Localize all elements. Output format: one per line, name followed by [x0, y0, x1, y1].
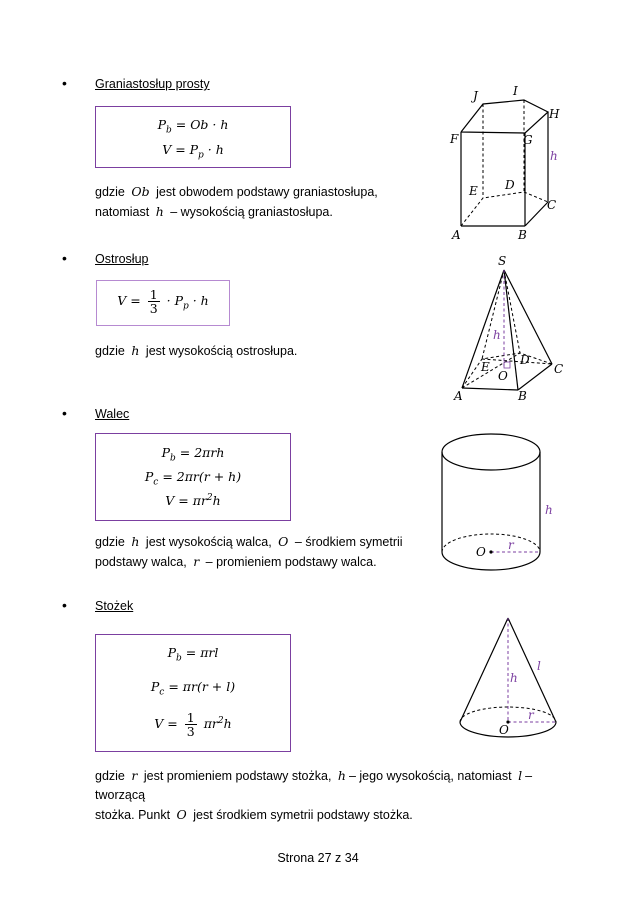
- fraction: $\frac{1}{3}$: [149, 287, 158, 316]
- vertex-label: A: [454, 389, 463, 403]
- vertex-label: C: [554, 362, 564, 376]
- formula-line: $P_c = 2\pi r(r + h)$: [144, 469, 242, 488]
- vertex-label: E: [469, 184, 478, 198]
- bullet: •: [62, 75, 67, 91]
- height-label: h: [510, 671, 518, 685]
- vertex-label: C: [547, 198, 557, 212]
- formula-box-cylinder: [95, 433, 291, 521]
- slant-label: l: [537, 659, 541, 673]
- prism-figure: [440, 80, 580, 242]
- vertex-label: H: [549, 107, 560, 121]
- formula-box-cone: [95, 634, 291, 752]
- height-label: h: [550, 149, 558, 163]
- pyramid-figure: [448, 252, 568, 406]
- radius-label: r: [528, 708, 534, 722]
- formula-line: V = $\frac{1}{3}$ · $P_p \cdot h$: [117, 287, 209, 316]
- vertex-label: E: [481, 360, 490, 374]
- vertex-label: D: [520, 353, 530, 367]
- formula-line: $P_b = \pi rl$: [167, 645, 219, 664]
- formula-box-pyramid: [96, 280, 230, 326]
- vertex-label: G: [523, 133, 533, 147]
- formula-line: $P_c = \pi r(r + l)$: [150, 679, 236, 698]
- vertex-label: I: [513, 84, 518, 98]
- description-pyramid: gdzie h jest wysokością ostrosłupa.: [95, 343, 298, 358]
- formula-line: V = $\frac{1}{3}$ $\pi r^2h$: [154, 710, 232, 739]
- section-heading-cone: Stożek: [95, 599, 134, 613]
- formula-line: $V = \pi r^2h$: [165, 493, 221, 509]
- vertex-label: F: [450, 132, 459, 146]
- formula-box-prism: [95, 106, 291, 168]
- fraction: $\frac{1}{3}$: [186, 710, 195, 739]
- page-number: Strona 27 z 34: [277, 851, 359, 865]
- radius-label: r: [508, 538, 514, 552]
- bullet: •: [62, 597, 67, 613]
- formula-line: $P_b = 2\pi rh$: [161, 445, 225, 464]
- center-label: O: [499, 723, 509, 737]
- formula-line: $V = P_p \cdot h$: [162, 142, 224, 161]
- section-heading-cylinder: Walec: [95, 407, 130, 421]
- formula-line: $P_b = Ob \cdot h$: [157, 117, 229, 136]
- vertex-label: B: [518, 389, 527, 403]
- section-heading-pyramid: Ostrosłup: [95, 252, 149, 266]
- description-cylinder: gdzie h jest wysokością walca, O – środkiem symetrii podstawy walca, r – promieniem podstawy walca.: [95, 534, 403, 569]
- description-prism: gdzie Ob jest obwodem podstawy graniastosłupa, natomiast h – wysokością graniastosłupa.: [95, 184, 378, 219]
- vertex-label: B: [518, 228, 527, 242]
- vertex-label: O: [498, 369, 508, 383]
- height-label: h: [493, 328, 501, 342]
- center-label: O: [476, 545, 486, 559]
- vertex-label: S: [498, 254, 507, 268]
- vertex-label: J: [473, 89, 478, 103]
- cone-figure: [452, 610, 572, 742]
- description-cone: gdzie r jest promieniem podstawy stożka, h – jego wysokością, natomiast l – tworzącą stożka. Punkt O jest środkiem symetrii podstawy stożka.: [95, 768, 533, 822]
- height-label: h: [545, 503, 553, 517]
- vertex-label: A: [452, 228, 461, 242]
- bullet: •: [62, 405, 67, 421]
- bullet: •: [62, 250, 67, 266]
- vertex-label: D: [505, 178, 515, 192]
- section-heading-prism: Graniastosłup prosty: [95, 77, 210, 91]
- cylinder-figure: [430, 425, 580, 585]
